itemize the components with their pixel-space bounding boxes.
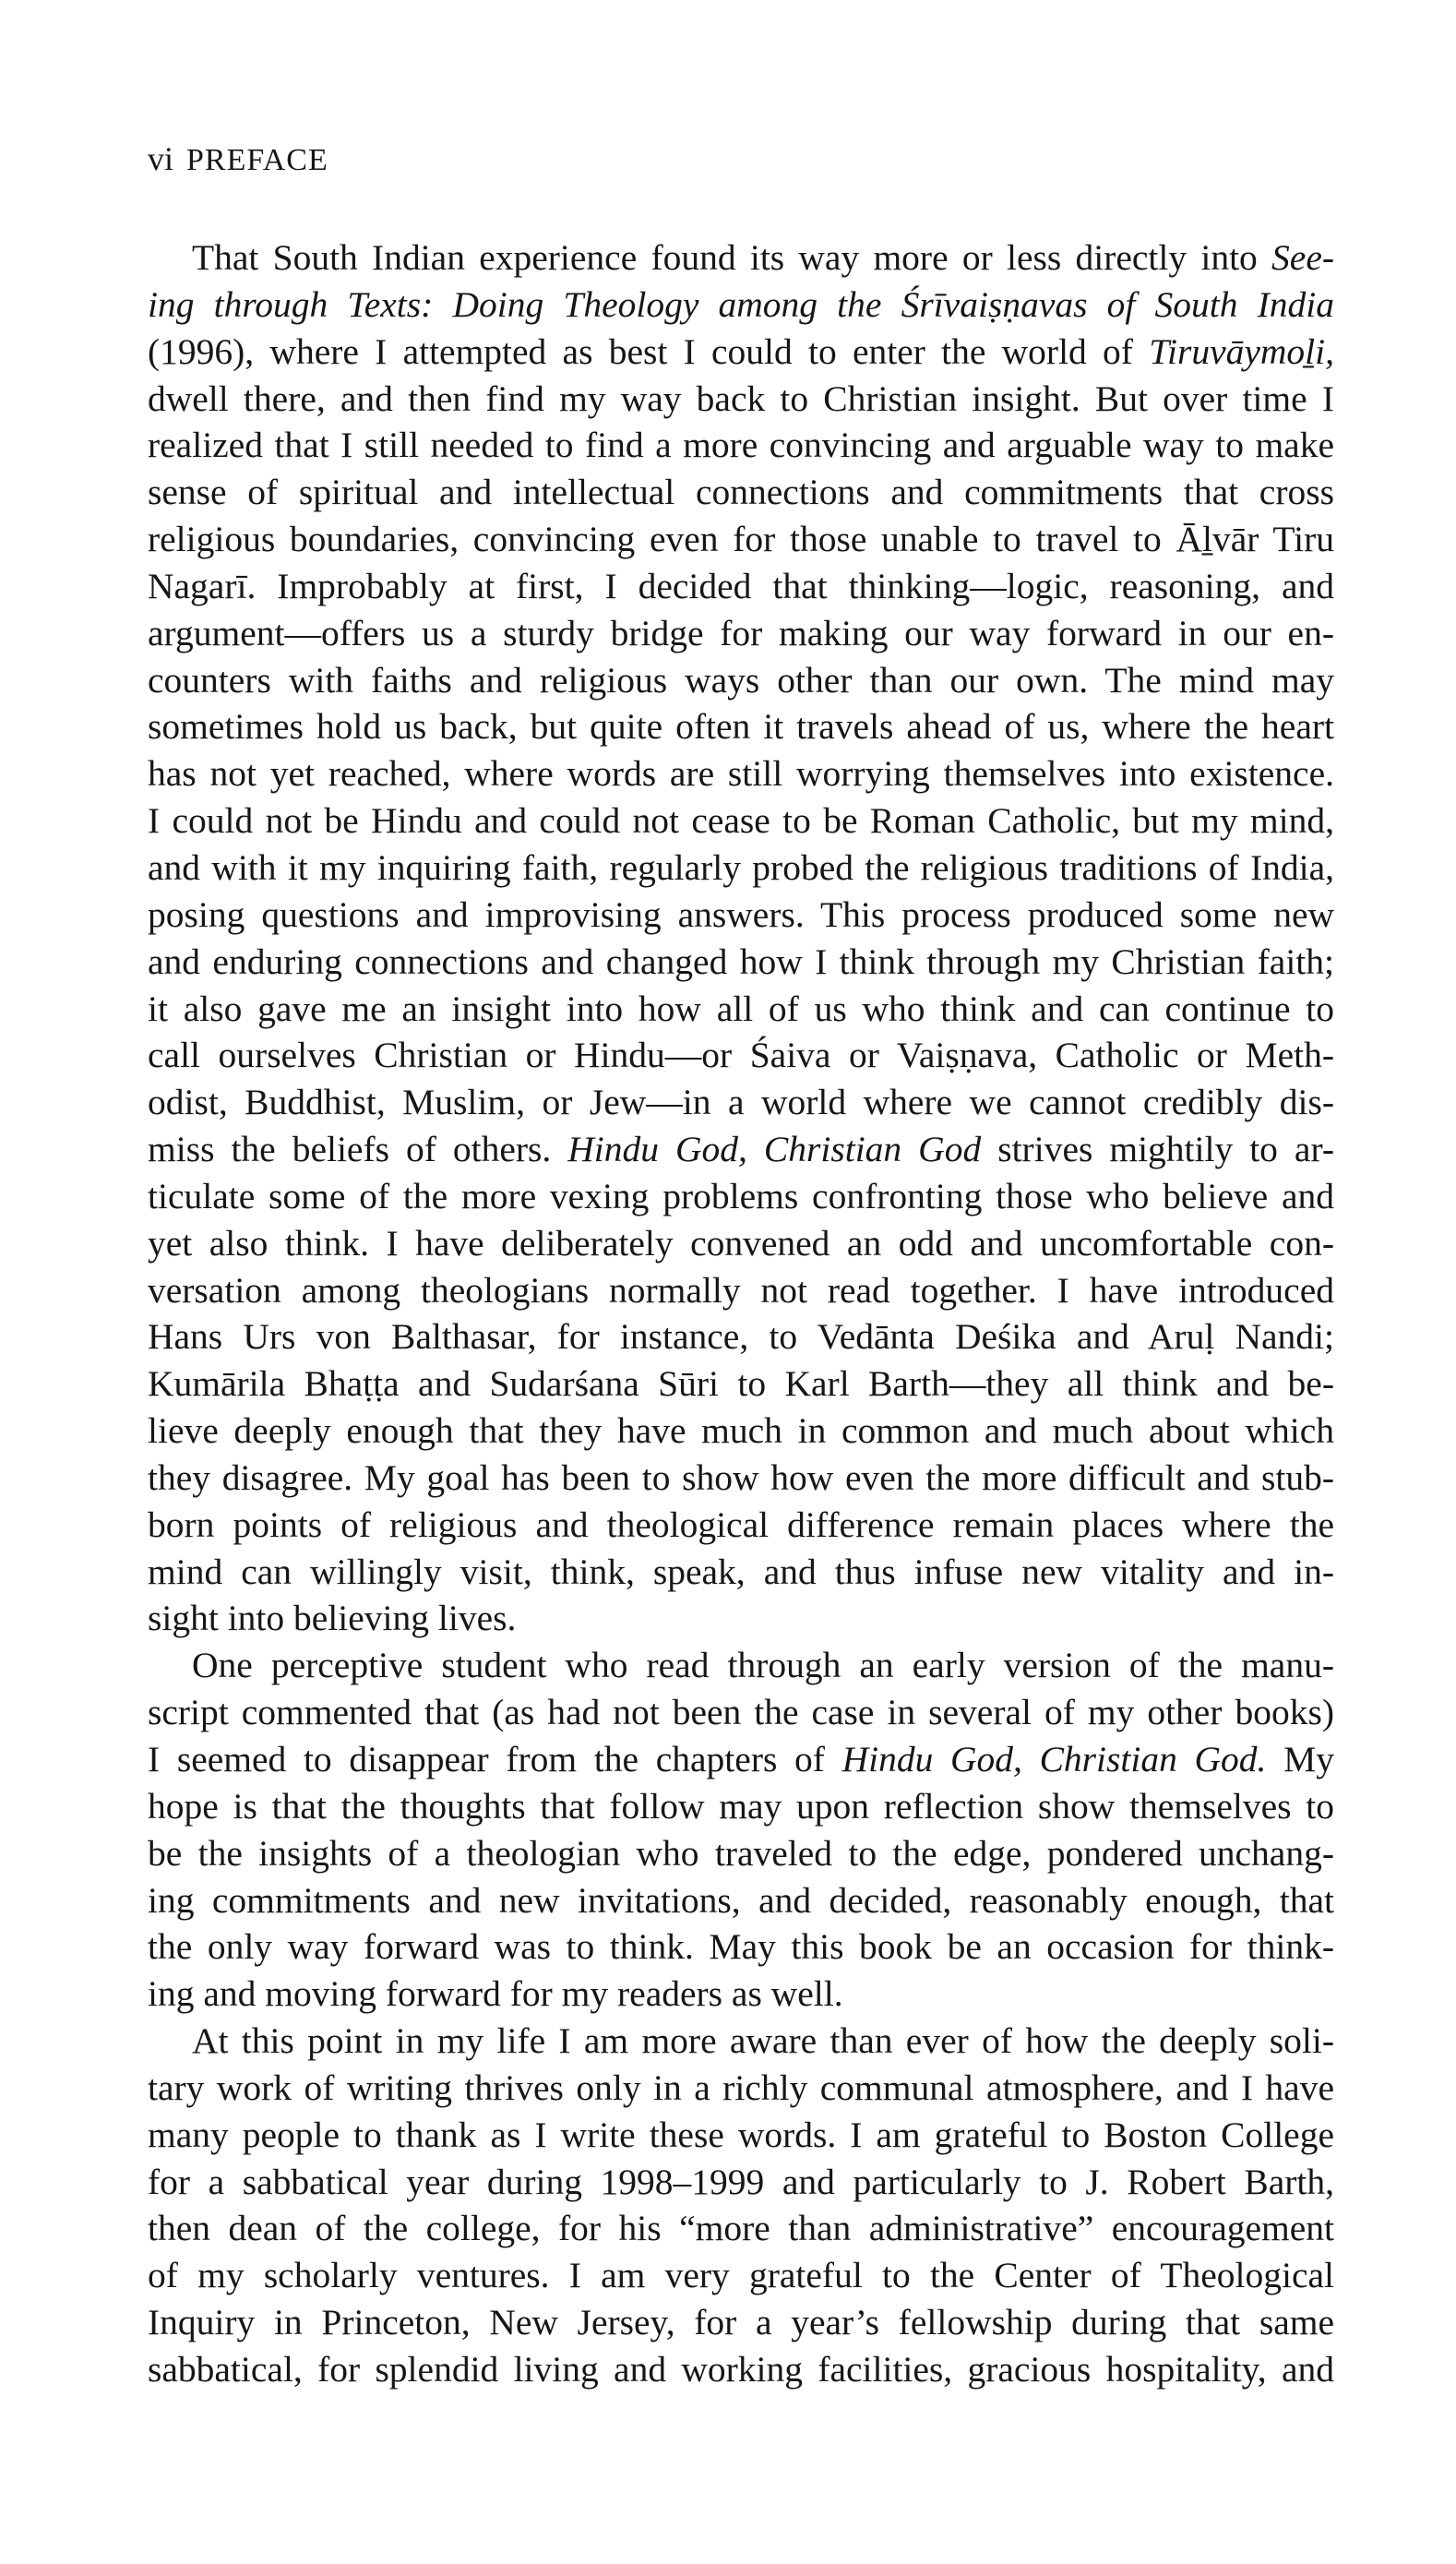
text-run: Inquiry in Princeton, New Jersey, for a year’s fellowship during that same [148, 2302, 1334, 2343]
text-line [148, 563, 1334, 610]
text-run: mind can willingly visit, think, speak, and thus infuse new vitality and in- [148, 1551, 1334, 1592]
text-run: That South Indian experience found its way more or less directly into [192, 237, 1272, 278]
text-run: Nagarī. Improbably at first, I decided that thinking—logic, reasoning, and [148, 565, 1334, 606]
text-line [148, 750, 1334, 797]
text-line [148, 282, 1334, 329]
text-run: sometimes hold us back, but quite often it travels ahead of us, where the heart [148, 706, 1334, 748]
italic-title: See- [1271, 237, 1334, 278]
text-run: born points of religious and theological difference remain places where the [148, 1504, 1334, 1545]
text-line [148, 610, 1334, 657]
text-run: (1996), where I attempted as best I could to enter the world of [148, 330, 1150, 372]
text-run: ing commitments and new invitations, and decided, reasonably enough, that [148, 1879, 1334, 1921]
text-line [148, 234, 1334, 282]
text-line [148, 986, 1334, 1033]
text-run: Kumārila Bhaṭṭa and Sudarśana Sūri to Karl Barth—they all think and be- [148, 1363, 1334, 1405]
italic-title: Tiruvāymoḻi, [1149, 330, 1334, 372]
text-line [148, 845, 1334, 892]
text-line [148, 1126, 1334, 1173]
text-line [148, 657, 1334, 704]
text-line [148, 1360, 1334, 1408]
text-line [148, 1408, 1334, 1455]
text-run: sense of spiritual and intellectual connections and commitments that cross [148, 472, 1334, 513]
text-line [148, 2112, 1334, 2159]
text-run: and with it my inquiring faith, regularly probed the religious traditions of India, [148, 846, 1334, 888]
text-run: then dean of the college, for his “more than administrative” encouragement [148, 2208, 1334, 2249]
italic-title: ing through Texts: Doing Theology among the Śrīvaiṣṇavas of South India [148, 283, 1334, 325]
text-line [148, 1971, 1334, 2018]
text-run: call ourselves Christian or Hindu—or Śaiva or Vaiṣṇava, Catholic or Meth- [148, 1035, 1334, 1076]
text-run: Hans Urs von Balthasar, for instance, to Vedānta Deśika and Aruḷ Nandi; [148, 1316, 1334, 1358]
running-head [148, 140, 328, 179]
page-number: vi [148, 140, 174, 177]
text-line [148, 2205, 1334, 2252]
chapter-title: PREFACE [186, 143, 328, 177]
text-run: argument—offers us a sturdy bridge for making our way forward in our en- [148, 612, 1334, 653]
text-line [148, 329, 1334, 376]
text-run: I seemed to disappear from the chapters of [148, 1739, 842, 1779]
text-line [148, 1689, 1334, 1736]
text-run: script commented that (as had not been the case in several of my other books) [148, 1692, 1334, 1733]
text-line [148, 1267, 1334, 1314]
text-line [148, 422, 1334, 469]
text-line [148, 1642, 1334, 1689]
text-run: and enduring connections and changed how I think through my Christian faith; [148, 941, 1334, 982]
paragraph [148, 1642, 1334, 2018]
text-line [148, 1549, 1334, 1596]
text-run: My [1266, 1739, 1334, 1779]
text-run: dwell there, and then find my way back to Christian insight. But over time I [148, 377, 1334, 419]
text-run: be the insights of a theologian who traveled to the edge, pondered unchang- [148, 1832, 1334, 1874]
paragraph [148, 234, 1334, 1642]
text-line [148, 2252, 1334, 2299]
body-text [148, 234, 1334, 2393]
text-run: they disagree. My goal has been to show how even the more difficult and stub- [148, 1456, 1334, 1498]
text-run: yet also think. I have deliberately convened an odd and uncomfortable con- [148, 1222, 1334, 1264]
text-run: of my scholarly ventures. I am very grateful to the Center of Theological [148, 2255, 1334, 2296]
text-line [148, 1736, 1334, 1783]
text-line [148, 1032, 1334, 1079]
text-run: realized that I still needed to find a more convincing and arguable way to make [148, 425, 1334, 466]
text-line [148, 1830, 1334, 1877]
text-run: At this point in my life I am more aware than ever of how the deeply soli- [192, 2020, 1334, 2062]
text-run: ticulate some of the more vexing problems confronting those who believe and [148, 1175, 1334, 1216]
text-line [148, 2346, 1334, 2393]
text-run: it also gave me an insight into how all of us who think and can continue to [148, 988, 1334, 1029]
text-line [148, 2159, 1334, 2206]
text-run: posing questions and improvising answers. This process produced some new [148, 893, 1334, 935]
text-line [148, 376, 1334, 423]
text-line [148, 1783, 1334, 1830]
text-line [148, 939, 1334, 986]
text-line [148, 703, 1334, 750]
text-run: has not yet reached, where words are still worrying themselves into existence. [148, 753, 1334, 795]
text-line [148, 797, 1334, 845]
text-run: One perceptive student who read through an early version of the manu- [192, 1645, 1334, 1686]
italic-title: Hindu God, Christian God. [841, 1739, 1267, 1779]
text-run: hope is that the thoughts that follow may upon reflection show themselves to [148, 1785, 1334, 1827]
text-run: tary work of writing thrives only in a richly communal atmosphere, and I have [148, 2067, 1334, 2108]
text-run: many people to thank as I write these words. I am grateful to Boston College [148, 2114, 1334, 2155]
text-run: counters with faiths and religious ways other than our own. The mind may [148, 659, 1334, 701]
text-run: sabbatical, for splendid living and working facilities, gracious hospitality, and [148, 2348, 1334, 2390]
text-line [148, 1220, 1334, 1267]
text-run: sight into believing lives. [148, 1598, 517, 1639]
italic-title: Hindu God, Christian God [567, 1129, 982, 1170]
text-line [148, 2065, 1334, 2112]
text-line [148, 1455, 1334, 1502]
text-run: the only way forward was to think. May this book be an occasion for think- [148, 1926, 1334, 1968]
text-run: for a sabbatical year during 1998–1999 and particularly to J. Robert Barth, [148, 2161, 1334, 2202]
text-line [148, 2299, 1334, 2346]
paragraph [148, 2018, 1334, 2393]
text-line [148, 2018, 1334, 2065]
text-run: miss the beliefs of others. [148, 1129, 568, 1170]
text-line [148, 516, 1334, 563]
text-line [148, 1595, 1334, 1642]
text-run: lieve deeply enough that they have much in common and much about which [148, 1410, 1334, 1452]
text-run: versation among theologians normally not read together. I have introduced [148, 1269, 1334, 1311]
text-line [148, 1923, 1334, 1971]
text-run: I could not be Hindu and could not cease to be Roman Catholic, but my mind, [148, 800, 1334, 842]
text-line [148, 469, 1334, 516]
text-line [148, 1313, 1334, 1360]
text-run: religious boundaries, convincing even for those unable to travel to Āḻvār Tiru [148, 519, 1334, 560]
text-run: ing and moving forward for my readers as well. [148, 1973, 843, 2015]
text-line [148, 1173, 1334, 1220]
text-run: odist, Buddhist, Muslim, or Jew—in a world where we cannot credibly dis- [148, 1082, 1334, 1123]
text-line [148, 1877, 1334, 1924]
text-run: strives mightily to ar- [981, 1129, 1334, 1170]
text-line [148, 1502, 1334, 1549]
text-line [148, 892, 1334, 939]
text-line [148, 1079, 1334, 1126]
